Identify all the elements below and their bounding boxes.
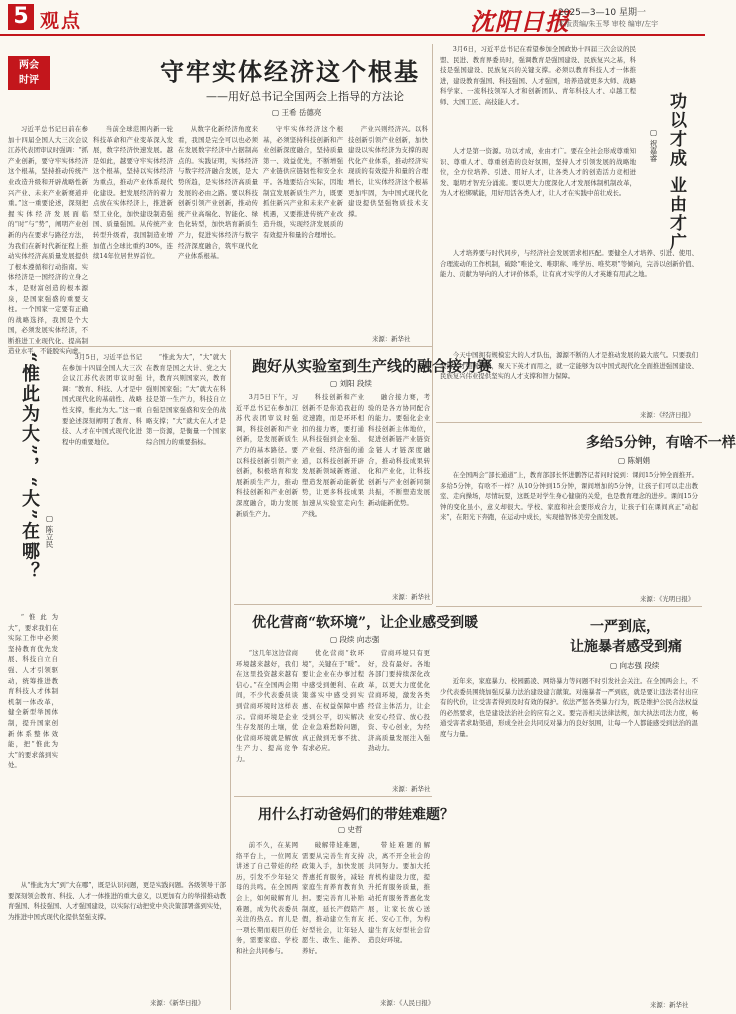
relay-column-2: [302, 392, 364, 588]
lead-column-1: [8, 124, 88, 356]
masthead: [0, 0, 705, 36]
lead-paragraph-1: 习近平总书记日前在参加十四届全国人大三次会议江苏代表团审议时强调：“抓产业创新，要守牢实体经济这个根基，坚持推动传统产业改造升级和开辟战略性新兴产业、未来产业新赛道并重。”这一重要论述，深刻把握实体经济发展面临的“时”与“势”，阐明产业创新的内在要求与路径方法，为我们在新时代新征程上推动实体经济高质量发展提供了根本遵循和行动指南。实体经济是一国经济的立身之本，是财富创造的根本源泉，是国家强盛的重要支柱。一个国家一定要有正确的战略选择，我国是个大国，必须发展实体经济，不断推进工业现代化、提高制造业水平，不能脱实向虚。: [8, 125, 88, 356]
badge-line-1: 两会: [19, 60, 39, 71]
newspaper-logo: 沈阳日报: [470, 7, 570, 36]
priority-article-title: “惟此为大”，“大”在哪？: [19, 352, 40, 582]
relay-column-3: [368, 392, 430, 588]
recess-article-source: 来源：《光明日报》: [640, 595, 695, 603]
section-divider: [436, 606, 702, 607]
recess-paragraph: 在全国两会“部长通道”上，教育部部长怀进鹏答记者问时说到：课间15分钟全面推开。多给5分钟，有啥不一样？从10分钟到15分钟，课间增加的5分钟，让孩子们可以走出教室、走向操场，尽情玩耍，这既是对学生身心健康的关爱，也是教育理念的进步。课间15分钟的变化虽小，意义却很大。学校、家庭和社会要形成合力，让孩子们在课间真正“动起来”，在阳光下奔跑，在运动中成长，实现德智体美劳全面发展。: [440, 471, 698, 522]
talent-column-2: [440, 146, 636, 244]
relay-article-source: 来源：新华社: [392, 593, 431, 601]
business-article-source: 来源：新华社: [392, 785, 431, 793]
business-column-1: [236, 648, 298, 778]
priority-paragraph-3: “惟此为大”，要求我们在实际工作中必须坚持教育优先发展、科技自立自强、人才引领驱动，统筹推进教育科技人才体制机制一体改革，健全新型举国体制，提升国家创新体系整体效能，把“惟此为大”的要求落到实处。: [8, 613, 58, 770]
business-column-2: [302, 648, 364, 778]
business-paragraph-2: 优化营商“软环境”，关键在于“暖”。要让企业在办事过程中感受到便利、在政策落实中感受到实惠、在权益保障中感受到公平，切实解决企业急难愁盼问题，真正做到无事不扰、有求必应。: [302, 649, 364, 753]
priority-paragraph-2: “惟此为大”，“大”就大在教育是国之大计、党之大计，教育兴则国家兴，教育强则国家强；“大”就大在科技是第一生产力，科技自立自强是国家强盛和安全的战略支撑；“大”就大在人才是第一资源，是衡量一个国家综合国力的重要指标。: [146, 353, 226, 446]
priority-column-4: [8, 880, 226, 992]
childcare-paragraph-1: 前不久，在某网络平台上，一位网友讲述了自己带娃的经历，引发不少年轻父母的共鸣。在全国两会上，如何破解育儿难题，成为代表委员关注的热点。育儿是一项长期而艰巨的任务，需要家庭、学校和社会共同参与。: [236, 841, 298, 955]
priority-article-byline: ▢ 陈立民: [45, 514, 54, 548]
lead-paragraph-5: 产业兴则经济兴。以科技创新引领产业创新，加快建设以实体经济为支撑的现代化产业体系，推动经济实现质的有效提升和量的合理增长，让实体经济这个根基更加牢固，为中国式现代化建设提供坚强物质技术支撑。: [348, 125, 428, 218]
business-paragraph-1: “这几年这边营商环境越来越好，我们在这里投资越来越有信心。”在全国两会期间，不少代表委员谈到营商环境时这样表示。营商环境是企业生存发展的土壤，优化营商环境就是解放生产力、提高竞争力。: [236, 649, 298, 763]
talent-paragraph-4: 今天中国拥有规模宏大的人才队伍，源源不断的人才是推动发展的最大底气。只要我们坚持人才强国战略，聚天下英才而用之，就一定能够为以中国式现代化全面推进强国建设、民族复兴伟业提供坚实的人才支撑和智力保障。: [440, 351, 698, 381]
section-name: 观点: [40, 10, 83, 32]
business-article-title: 优化营商“软环境”，让企业感受到暖: [252, 615, 479, 631]
relay-column-1: [236, 392, 298, 588]
priority-paragraph-4: 从“惟此为大”到“大在哪”，既是认识问题，更是实践问题。各级领导干部要深刻领会教育、科技、人才一体推进的重大意义，以更加有力的举措推动教育强国、科技强国、人才强国建设，以实际行动把党中央决策部署落到实处，为推进中国式现代化提供坚强支撑。: [8, 881, 226, 921]
violence-article-title-line-2: 让施暴者感受到痛: [570, 639, 682, 655]
childcare-column-3: [368, 840, 430, 992]
page-number: 5: [8, 4, 34, 30]
childcare-column-2: [302, 840, 364, 992]
issue-date: 2025—3—10 星期一: [558, 8, 646, 18]
recess-article-byline: ▢ 陈娟娟: [618, 456, 650, 465]
childcare-article-title: 用什么打动爸妈们的带娃难题？: [258, 807, 454, 823]
section-divider: [436, 422, 702, 423]
violence-article-source: 来源：新华社: [650, 1001, 689, 1009]
column-divider: [432, 44, 433, 604]
lead-article-source: 来源：新华社: [372, 335, 411, 343]
childcare-paragraph-3: 带娃难题的解决，离不开全社会的共同努力。要加大托育机构建设力度，提升托育服务质量，推动托育服务普惠化发展，让家长放心送托、安心工作，为构建生育友好型社会营造良好环境。: [368, 841, 430, 945]
lead-column-3: [178, 124, 258, 342]
relay-paragraph-2: 科技创新和产业创新不是你追我赶的竞速跑，而是环环相扣的接力赛，要打通从科技强到企业强、产业强、经济强的通道，以科技创新开辟发展新领域新赛道、塑造发展新动能新优势，让更多科技成果加速从实验室走向生产线。: [302, 393, 364, 518]
childcare-column-1: [236, 840, 298, 992]
violence-article-title-line-1: 一严到底，: [590, 619, 660, 635]
talent-column-3: [440, 248, 698, 346]
relay-paragraph-3: 融合接力赛，考验的是各方协同配合的能力。要强化企业科技创新主体地位，促进创新链产业链资金链人才链深度融合，推动科技成果转化和产业化，让科技创新与产业创新同频共振，不断塑造发展新动能新优势。: [368, 393, 430, 507]
talent-column-1: [440, 44, 636, 142]
badge-line-2: 时评: [19, 75, 39, 86]
editor-credits: 本版责编/朱玉琴 审校 编审/左宇: [558, 20, 659, 28]
violence-article-byline: ▢ 向志强 段续: [610, 661, 660, 670]
talent-article-byline: ▢ 祝嘉睿: [649, 128, 658, 162]
lead-article-title: 守牢实体经济这个根基: [160, 57, 420, 86]
violence-paragraph: 近年来，家庭暴力、校园霸凌、网络暴力等问题不时引发社会关注。在全国两会上，不少代表委员围绕加强反暴力法治建设建言献策。对施暴者一严到底，就是要让违法者付出应有的代价，让受害者得到及时有效的保护。依法严惩各类暴力行为，既是维护公民合法权益的必然要求，也是建设法治社会的应有之义。要完善相关法律法规，加大执法司法力度，畅通受害者求助渠道，形成全社会共同反对暴力的良好氛围，让每一个人都能感受到法治的温度与力量。: [440, 677, 698, 738]
lead-paragraph-2: 当前全球范围内新一轮科技革命和产业变革深入发展，数字经济快速发展。越是如此，越要守牢实体经济这个根基，坚持以实体经济为重点，推动产业体系现代化建设。把发展经济的着力点放在实体经济上，推进新型工业化，加快建设制造强国、质量强国。从传统产业转型升级看，我国制造业增加值占全球比重约30%，连续14年位居世界首位。: [93, 125, 173, 261]
lead-column-2: [93, 124, 173, 342]
talent-paragraph-2: 人才是第一资源。功以才成，业由才广。要在全社会形成尊重知识、尊重人才、尊重创造的良好氛围，坚持人才引领发展的战略地位，全方位培养、引进、用好人才，让各类人才的创造活力竞相迸发、聪明才智充分涌流。要以更大力度深化人才发展体制机制改革，为人才松绑赋能，用好用活各类人才，让人才在实践中茁壮成长。: [440, 147, 636, 198]
childcare-article-byline: ▢ 史哲: [338, 825, 363, 834]
childcare-article-source: 来源：《人民日报》: [380, 999, 435, 1007]
priority-article-source: 来源：《新华日报》: [150, 999, 205, 1007]
lead-paragraph-3: 从数字化新经济角度来看，我国是完全可以也必须在发展数字经济中占据制高点的。实践证明，实体经济与数字经济融合发展，是大势所趋，是实体经济高质量发展的必由之路。要以科技创新引领产业创新，推动传统产业高端化、智能化、绿色化转型，加快培育新质生产力，促进实体经济与数字经济深度融合，筑牢现代化产业体系根基。: [178, 125, 258, 261]
relay-paragraph-1: 3月5日下午，习近平总书记在参加江苏代表团审议时强调，科技创新和产业创新，是发展新质生产力的基本路径。要以科技创新引领产业创新，积极培育和发展新质生产力，推动科技创新和产业创新深度融合，助力发展新质生产力。: [236, 393, 298, 518]
violence-article-body: [440, 676, 698, 996]
lead-paragraph-4: 守牢实体经济这个根基，必须坚持科技创新和产业创新深度融合，坚持质量第一、效益优先，不断增强产业链供应链韧性和安全水平。各地要结合实际，因地制宜发展新质生产力，既要抓住新兴产业和未来产业新机遇，又要推进传统产业改造升级，实现经济发展质的有效提升和量的合理增长。: [263, 125, 343, 239]
priority-paragraph-1: 3月5日，习近平总书记在参加十四届全国人大三次会议江苏代表团审议时强调：“教育、科技、人才是中国式现代化的基础性、战略性支撑，惟此为大。”这一重要论述深刻阐明了教育、科技、人才在中国式现代化进程中的重要地位。: [62, 353, 142, 446]
childcare-paragraph-2: 破解带娃难题，需要从完善生育支持政策入手，加快发展普惠托育服务，减轻家庭生育养育教育负担。要完善育儿补贴制度，延长产假陪产假，推动建立生育友好型社会，让年轻人愿生、敢生、能养、养好。: [302, 841, 364, 955]
talent-paragraph-3: 人才培养要与时代同步，与经济社会发展需求相匹配。要健全人才培养、引进、使用、合理流动的工作机制，破除“唯论文、唯职称、唯学历、唯奖项”等倾向，完善以创新价值、能力、贡献为导向的人才评价体系，让有真才实学的人才英雄有用武之地。: [440, 249, 698, 279]
lianghui-badge: [8, 56, 50, 90]
recess-article-body: [440, 470, 698, 590]
column-divider: [230, 350, 231, 1010]
talent-paragraph-1: 3月6日，习近平总书记在看望参加全国政协十四届三次会议的民盟、民进、教育界委员时，强调教育是强国建设、民族复兴之基，科技是强国建设、民族复兴的关键支撑。必须以教育科技人才一体推进，建设教育强国、科技强国、人才强国，培养造就更多大师、战略科学家、一流科技领军人才和创新团队、青年科技人才、卓越工程师、大国工匠、高技能人才。: [440, 45, 636, 106]
lead-column-5: [348, 124, 428, 334]
business-article-byline: ▢ 段续 向志强: [330, 635, 380, 644]
recess-article-title: 多给5分钟，有啥不一样: [586, 435, 736, 451]
talent-article-source: 来源：《经济日报》: [640, 411, 695, 419]
relay-article-title: 跑好从实验室到生产线的融合接力赛: [252, 357, 493, 375]
section-divider: [234, 796, 432, 797]
lead-column-4: [263, 124, 343, 342]
business-column-3: [368, 648, 430, 778]
section-divider: [234, 604, 432, 605]
relay-article-byline: ▢ 刘阳 段续: [330, 379, 372, 388]
lead-article-subtitle: ——用好总书记全国两会上指导的方法论: [206, 90, 404, 103]
lead-article-byline: ▢ 王希 岳德亮: [272, 108, 322, 117]
talent-article-title: 功以才成 业由才广: [666, 92, 686, 252]
section-divider: [8, 346, 432, 347]
business-paragraph-3: 营商环境只有更好，没有最好。各地各部门要持续深化改革，以更大力度优化营商环境，激发各类经营主体活力，让企业安心经营、放心投资、专心创业，为经济高质量发展注入强劲动力。: [368, 649, 430, 753]
